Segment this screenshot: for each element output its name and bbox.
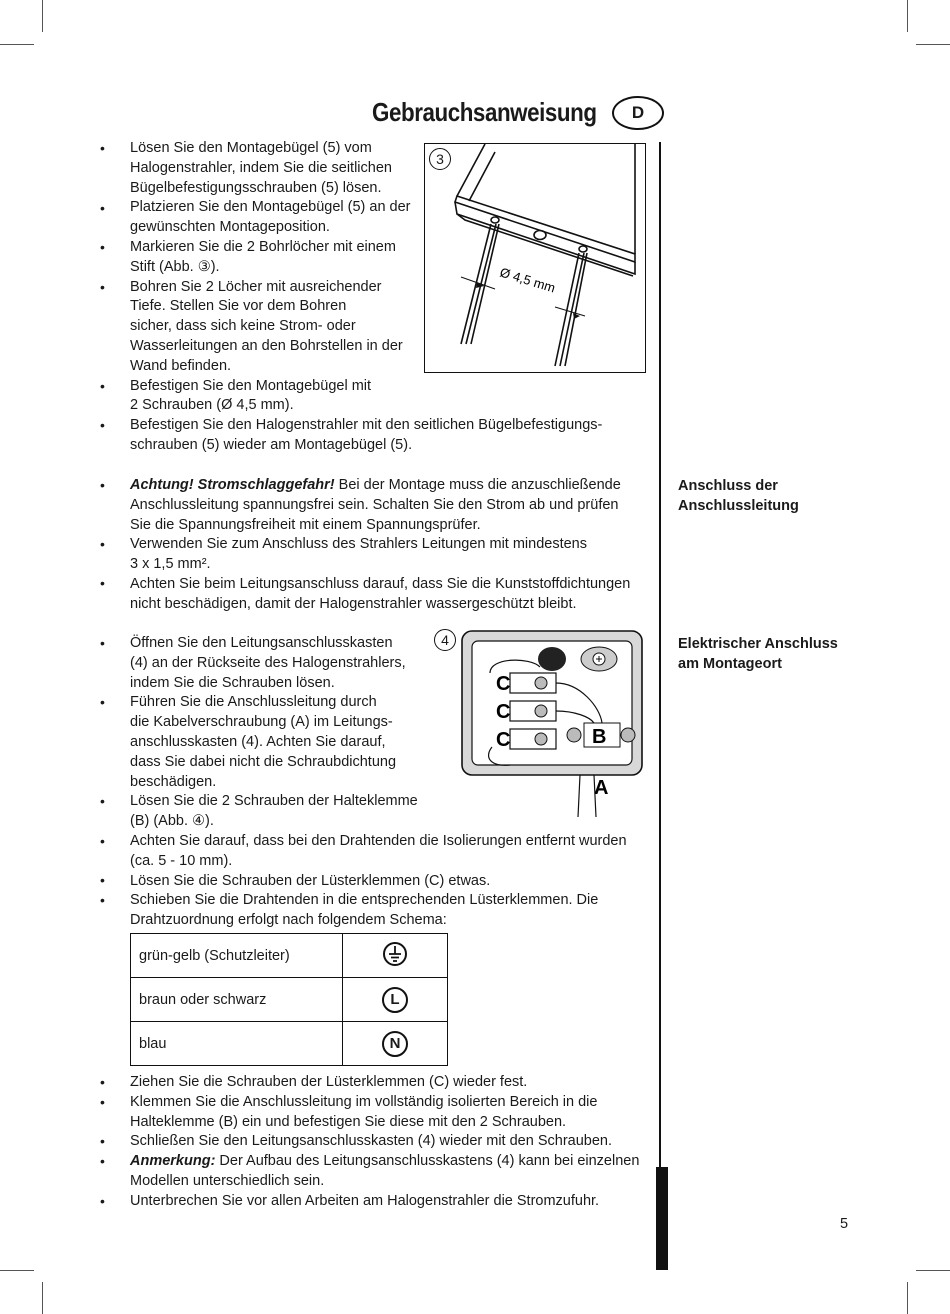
bullet: •: [100, 279, 105, 295]
label-c-3: C: [496, 729, 511, 751]
bullet: •: [100, 140, 105, 156]
bullet: •: [100, 1133, 105, 1149]
thumb-tab-bar: [656, 1167, 668, 1270]
sidebar-heading-elektrisch: Elektrischer Anschluss am Montageort: [678, 636, 838, 672]
wire-assignment-table: [130, 933, 448, 1066]
crop-mark: [907, 0, 908, 32]
bullet: •: [100, 536, 105, 552]
label-c-2: C: [496, 701, 511, 723]
crop-mark: [42, 0, 43, 32]
text-block-mounting: Lösen Sie den Montagebügel (5) vom Halogenstrahler, indem Sie die seitlichen Bügelbefestigungsschrauben (5) lösen. Platzieren Sie den Montagebügel (5) an der gewünschten Montageposition. Markieren Sie die 2 Bohrlöcher mit einem Stift (Abb. ③). Bohren Sie 2 Löcher mit ausreichender Tiefe. Stellen Sie vor dem Bohren sicher, dass sich keine Strom- oder Wasserleitungen an den Bohrstellen in der Wand befinden. Befestigen Sie den Montagebügel mit 2 Schrauben (Ø 4,5 mm). Befestigen Sie den Halogenstrahler mit den seitlichen Bügelbefestigungs- schrauben (5) wieder am Montagebügel (5).: [130, 140, 603, 453]
text-block-connection: Öffnen Sie den Leitungsanschlusskasten (4) an der Rückseite des Halogenstrahlers, indem Sie die Schrauben lösen. Führen Sie die Anschlussleitung durch die Kabelverschraubung (A) im Leitungs- anschlusskasten (4). Achten Sie darauf, dass Sie dabei nicht die Schraubdichtung beschädigen. Lösen Sie die 2 Schrauben der Halteklemme (B) (Abb. ④). Achten Sie darauf, dass bei den Drahtenden die Isolierungen entfernt wurden (ca. 5 - 10 mm). Lösen Sie die Schrauben der Lüsterklemmen (C) etwas. Schieben Sie die Drahtenden in die entsprechenden Lüsterklemmen. Die Drahtzuordnung erfolgt nach folgendem Schema:: [130, 635, 627, 929]
bullet: •: [100, 239, 105, 255]
crop-mark: [916, 1270, 950, 1271]
column-divider: [659, 142, 661, 1168]
figure-number-4: 4: [434, 629, 456, 651]
live-symbol-icon: L: [382, 987, 408, 1013]
bullet: •: [100, 793, 105, 809]
wire-symbol-cell: [343, 1022, 448, 1066]
page-title: Gebrauchsanweisung: [372, 97, 597, 127]
bullet: •: [100, 378, 105, 394]
ground-symbol-icon: [382, 941, 408, 967]
bullet: •: [100, 1074, 105, 1090]
crop-mark: [916, 44, 950, 45]
label-a: A: [594, 777, 609, 799]
wire-color-cell: grün-gelb (Schutzleiter): [131, 934, 343, 978]
wire-symbol-cell: [343, 934, 448, 978]
neutral-symbol-icon: N: [382, 1031, 408, 1057]
bullet: •: [100, 477, 105, 493]
drill-diameter-label: Ø 4,5 mm: [498, 264, 558, 296]
text-block-warning: Achtung! Stromschlaggefahr! Bei der Montage muss die anzuschließende Anschlussleitung spannungsfrei sein. Schalten Sie den Strom ab und prüfen Sie die Spannungsfreiheit mit einem Spannungsprüfer. Verwenden Sie zum Anschluss des Strahlers Leitungen mit mindestens 3 x 1,5 mm². Achten Sie beim Leitungsanschluss darauf, dass Sie die Kunststoffdichtungen nicht beschädigen, damit der Halogenstrahler wassergeschützt bleibt.: [130, 477, 631, 612]
bullet: •: [100, 417, 105, 433]
label-b: B: [592, 726, 607, 748]
bullet: •: [100, 1193, 105, 1209]
bullet: •: [100, 892, 105, 908]
crop-mark: [907, 1282, 908, 1314]
table-row: [131, 978, 448, 1022]
crop-mark: [0, 1270, 34, 1271]
wire-symbol-cell: [343, 978, 448, 1022]
note-label: Anmerkung:: [130, 1153, 216, 1170]
wire-color-cell: braun oder schwarz: [131, 978, 343, 1022]
bullet: •: [100, 635, 105, 651]
bullet: •: [100, 1153, 105, 1169]
sidebar-heading-anschluss: Anschluss der Anschlussleitung: [678, 478, 799, 514]
bullet: •: [100, 575, 105, 591]
figure-number-3: 3: [429, 148, 451, 170]
label-c-1: C: [496, 673, 511, 695]
table-row: [131, 1022, 448, 1066]
crop-mark: [0, 44, 34, 45]
bullet: •: [100, 833, 105, 849]
language-badge: D: [612, 96, 664, 130]
page-number: 5: [840, 1216, 849, 1232]
bullet: •: [100, 694, 105, 710]
wire-color-cell: blau: [131, 1022, 343, 1066]
bullet: •: [100, 1094, 105, 1110]
bullet: •: [100, 200, 105, 216]
warning-label: Achtung! Stromschlaggefahr!: [130, 477, 335, 493]
crop-mark: [42, 1282, 43, 1314]
bullet: •: [100, 872, 105, 888]
text-block-finish: Ziehen Sie die Schrauben der Lüsterklemmen (C) wieder fest. Klemmen Sie die Anschlussleitung im vollständig isolierten Bereich in die Halteklemme (B) ein und befestigen Sie diese mit den 2 Schrauben. Schließen Sie den Leitungsanschlusskasten (4) wieder mit den Schrauben. Anmerkung: Der Aufbau des Leitungsanschlusskastens (4) kann bei einzelnen Modellen unterschiedlich sein. Unterbrechen Sie vor allen Arbeiten am Halogenstrahler die Stromzufuhr.: [130, 1074, 640, 1209]
table-row: [131, 934, 448, 978]
